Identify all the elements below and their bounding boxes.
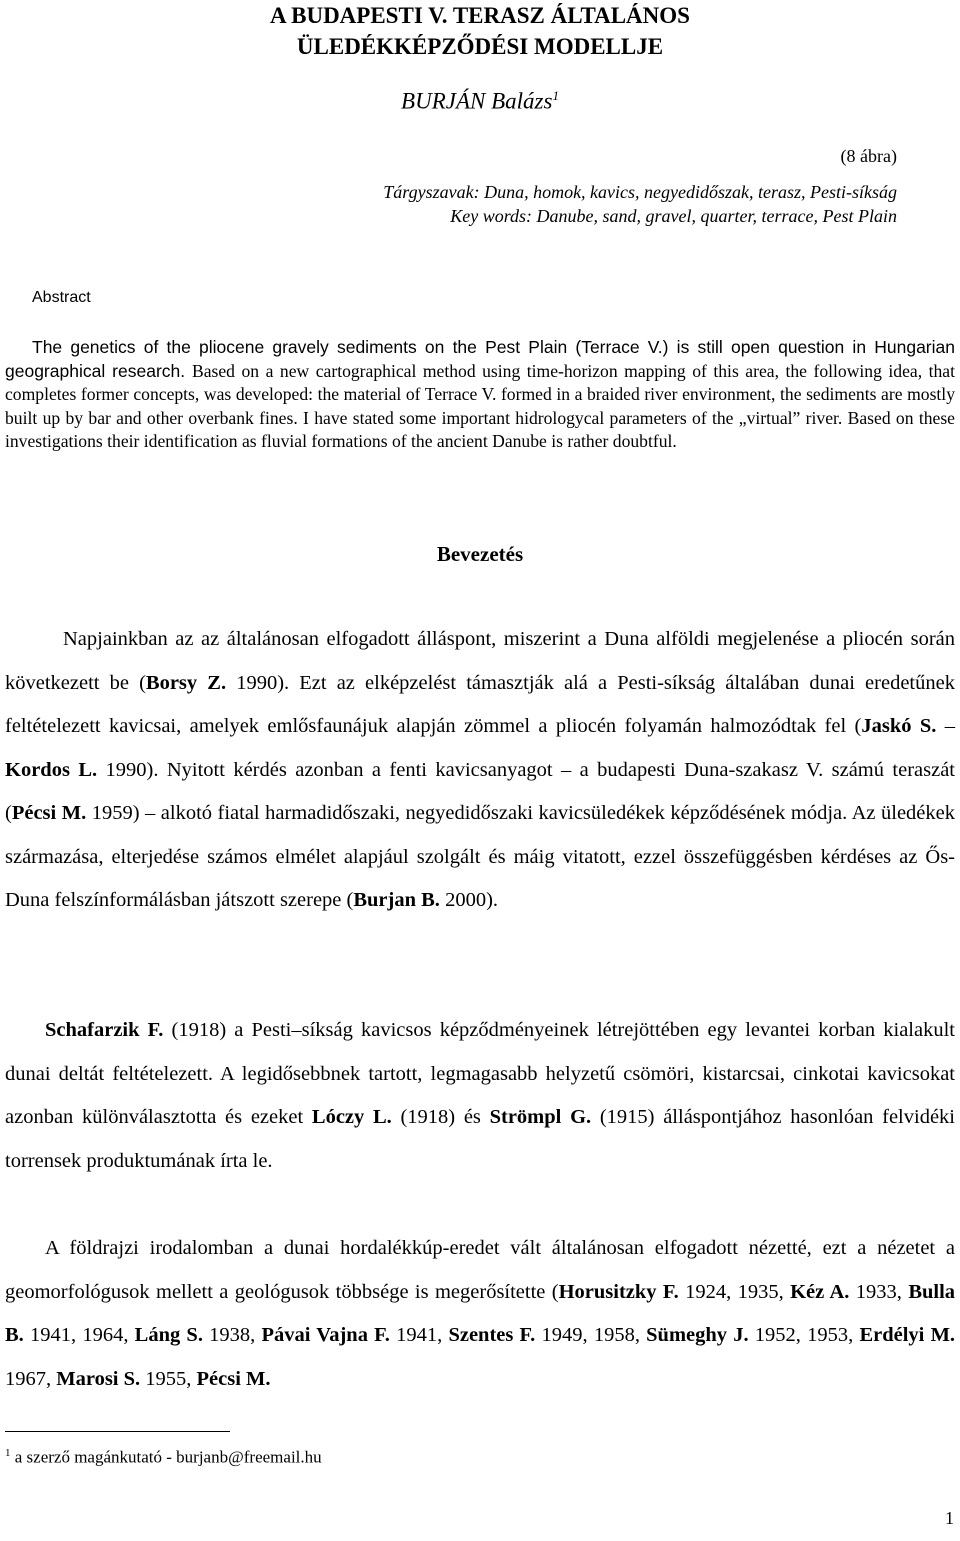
citation: Pécsi M.: [196, 1367, 271, 1390]
section-heading: Bevezetés: [436, 542, 524, 566]
body-paragraph-2-block: [5, 1009, 955, 1183]
paragraph-1: Napjainkban az az általánosan elfogadott álláspont, miszerint a Duna alföldi megjelenése a pliocén során következett be (Borsy Z. 1990). Ezt az elképzelést támasztják alá a Pesti-síkság általában dunai eredetűnek feltételezett kavicsai, amelyek emlősfaunájuk alapján zömmel a pliocén folyamán halmozódtak fel (Jaskó S. – Kordos L. 1990). Nyitott kérdés azonban a fenti kavicsanyagot – a budapesti Duna-szakasz V. számú teraszát (Pécsi M. 1959) – alkotó fiatal harmadidőszaki, negyedidőszaki kavicsüledékek képződésének módja. Az üledékek származása, elterjedése számos elmélet alapjául szolgált és máig vitatott, ezzel összefüggésben kérdéses az Ős-Duna felszínformálásban játszott szerepe (Burjan B. 2000).: [5, 628, 955, 911]
author: [0, 88, 960, 115]
abstract-part-2: Based on a new cartographical method using time-horizon mapping of this area, the following idea, that completes former concepts, was developed: the material of Terrace V. formed in a braided river environment, the sediments are mostly built up by bar and other overbank fines. I have stated some important hidrologycal parameters of the „virtual” river. Based on these investigations their identification as fluvial formations of the ancient Danube is rather doubtful.: [5, 360, 955, 451]
citation: Pécsi M.: [11, 802, 87, 824]
body-paragraphs: [5, 618, 955, 923]
citation: Kordos L.: [5, 758, 98, 781]
keywords-hungarian: Tárgyszavak: Duna, homok, kavics, negyedidőszak, terasz, Pesti-síkság: [383, 182, 897, 202]
citation: Szentes F.: [448, 1324, 536, 1346]
abstract-label: Abstract: [32, 289, 91, 306]
citation: Erdélyi M.: [859, 1324, 956, 1346]
paragraph-3: A földrajzi irodalomban a dunai hordalékkúp-eredet vált általánosan elfogadott nézetté, ezt a nézetet a geomorfológusok mellett a geológusok többsége is megerősítette (Horusitzky F. 1924, 1935, Kéz A. 1933, Bulla B. 1941, 1964, Láng S. 1938, Pávai Vajna F. 1941, Szentes F. 1949, 1958, Sümeghy J. 1952, 1953, Erdélyi M. 1967, Marosi S. 1955, Pécsi M.: [5, 1237, 956, 1390]
body-paragraph-3-block: [5, 1227, 955, 1401]
citation: Sümeghy J.: [646, 1324, 749, 1346]
citation: Láng S.: [134, 1324, 203, 1346]
figure-count: (8 ábra): [840, 146, 897, 166]
citation: Horusitzky F.: [558, 1280, 679, 1303]
citation: Lóczy L.: [311, 1106, 392, 1128]
citation: Kéz A.: [790, 1280, 850, 1303]
citation: Pávai Vajna F.: [261, 1324, 390, 1346]
footnote-mark: 1: [5, 1447, 11, 1459]
citation: Strömpl G.: [489, 1106, 592, 1128]
keywords: [383, 180, 897, 228]
title-line-1: A BUDAPESTI V. TERASZ ÁLTALÁNOS: [270, 3, 690, 28]
citation: Burjan B.: [353, 889, 440, 911]
footnote: [5, 1447, 322, 1468]
citation: Jaskó S.: [861, 715, 937, 737]
keywords-english: Key words: Danube, sand, gravel, quarter, terrace, Pest Plain: [450, 206, 897, 226]
title-line-2: ÜLEDÉKKÉPZŐDÉSI MODELLJE: [296, 34, 664, 59]
citation: Marosi S.: [56, 1367, 141, 1390]
abstract-part-1: The genetics of the pliocene gravely sediments on the Pest Plain (Terrace V.) is still open question in Hungarian geographical research.: [5, 337, 955, 381]
author-footnote-mark: 1: [552, 88, 559, 103]
author-name: BURJÁN Balázs: [401, 88, 553, 114]
footnote-divider: [5, 1431, 230, 1432]
page-number: 1: [945, 1508, 954, 1528]
abstract-text: [5, 336, 955, 454]
paper-title: [0, 2, 960, 61]
citation: Borsy Z.: [145, 671, 227, 694]
citation: Schafarzik F.: [45, 1019, 164, 1041]
footnote-text: a szerző magánkutató - burjanb@freemail.hu: [10, 1447, 322, 1467]
citation: Bulla B.: [5, 1280, 956, 1346]
paragraph-2: Schafarzik F. (1918) a Pesti–síkság kavicsos képződményeinek létrejöttében egy levantei korban kialakult dunai deltát feltételezett. A legidősebbnek tartott, legmagasabb helyzetű csömöri, kistarcsai, cinkotai kavicsokat azonban különválasztotta és ezeket Lóczy L. (1918) és Strömpl G. (1915) álláspontjához hasonlóan felvidéki torrensek produktumának írta le.: [5, 1019, 955, 1172]
